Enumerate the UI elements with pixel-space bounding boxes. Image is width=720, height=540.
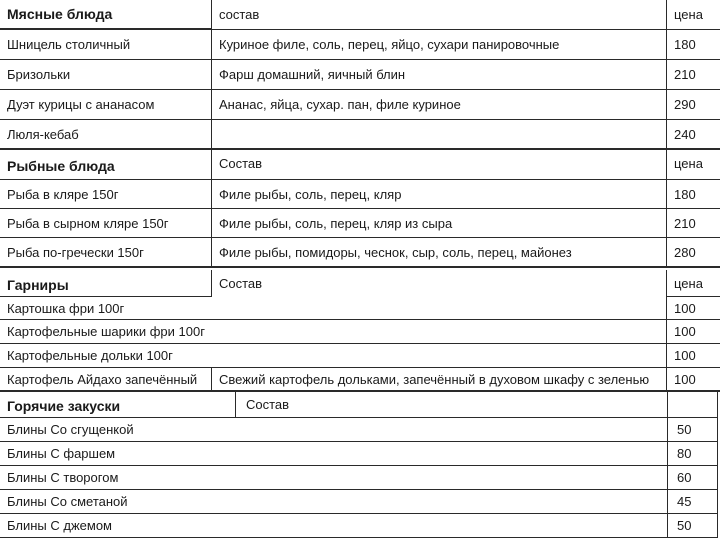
sides-price-header: цена [667,270,720,297]
dish-name: Блины Со сгущенкой [0,418,668,442]
dish-name: Рыба в сырном кляре 150г [0,209,212,238]
dish-name: Рыба в кляре 150г [0,180,212,209]
dish-composition: Филе рыбы, помидоры, чеснок, сыр, соль, перец, майонез [212,238,667,268]
dish-name: Бризольки [0,60,212,90]
sides-section-title: Гарниры [0,270,212,297]
sides-composition-header: Состав [212,270,667,297]
dish-composition: Ананас, яйца, сухар. пан, филе куриное [212,90,667,120]
meat-section-title: Мясные блюда [0,0,212,30]
dish-name: Блины С джемом [0,514,668,538]
dish-name: Дуэт курицы с ананасом [0,90,212,120]
dish-price: 100 [667,368,720,392]
table-row [0,180,720,209]
dish-price: 60 [668,466,718,490]
dish-price: 180 [667,180,720,209]
table-row [0,514,720,538]
dish-name: Люля-кебаб [0,120,212,150]
fish-composition-header: Состав [212,150,667,180]
hot-composition-header: Состав [236,392,668,418]
dish-name: Блины С творогом [0,466,668,490]
table-row [0,442,720,466]
table-row [0,297,720,320]
dish-composition: Свежий картофель дольками, запечённый в духовом шкафу с зеленью [212,368,667,392]
dish-price: 45 [668,490,718,514]
table-row [0,120,720,150]
fish-price-header: цена [667,150,720,180]
meat-price-header: цена [667,0,720,30]
dish-price: 80 [668,442,718,466]
dish-price: 180 [667,30,720,60]
dish-price: 100 [667,297,720,320]
hot-header-row [0,392,720,418]
dish-price: 210 [667,209,720,238]
table-row [0,466,720,490]
dish-price: 280 [667,238,720,268]
fish-header-row [0,150,720,180]
table-row [0,320,720,344]
dish-name: Картофель Айдахо запечённый [0,368,212,392]
dish-price: 240 [667,120,720,150]
meat-composition-header: состав [212,0,667,30]
dish-composition: Филе рыбы, соль, перец, кляр из сыра [212,209,667,238]
dish-name: Рыба по-гречески 150г [0,238,212,268]
dish-name: Картошка фри 100г [0,297,667,320]
table-row [0,418,720,442]
dish-name: Картофельные шарики фри 100г [0,320,667,344]
dish-price: 50 [668,418,718,442]
table-row [0,238,720,268]
dish-composition: Фарш домашний, яичный блин [212,60,667,90]
dish-price: 50 [668,514,718,538]
hot-section-title: Горячие закуски [0,392,236,418]
table-row [0,30,720,60]
hot-price-header-empty [668,392,718,418]
dish-price: 290 [667,90,720,120]
dish-composition: Куриное филе, соль, перец, яйцо, сухари панировочные [212,30,667,60]
dish-composition [212,120,667,150]
dish-composition: Филе рыбы, соль, перец, кляр [212,180,667,209]
dish-price: 100 [667,344,720,368]
table-row [0,60,720,90]
table-row [0,368,720,392]
table-row [0,209,720,238]
dish-name: Блины Со сметаной [0,490,668,514]
table-row [0,344,720,368]
dish-name: Картофельные дольки 100г [0,344,667,368]
dish-price: 210 [667,60,720,90]
dish-name: Блины С фаршем [0,442,668,466]
sides-header-row [0,270,720,297]
fish-section-title: Рыбные блюда [0,150,212,180]
dish-price: 100 [667,320,720,344]
meat-header-row [0,0,720,30]
table-row [0,490,720,514]
dish-name: Шницель столичный [0,30,212,60]
table-row [0,90,720,120]
